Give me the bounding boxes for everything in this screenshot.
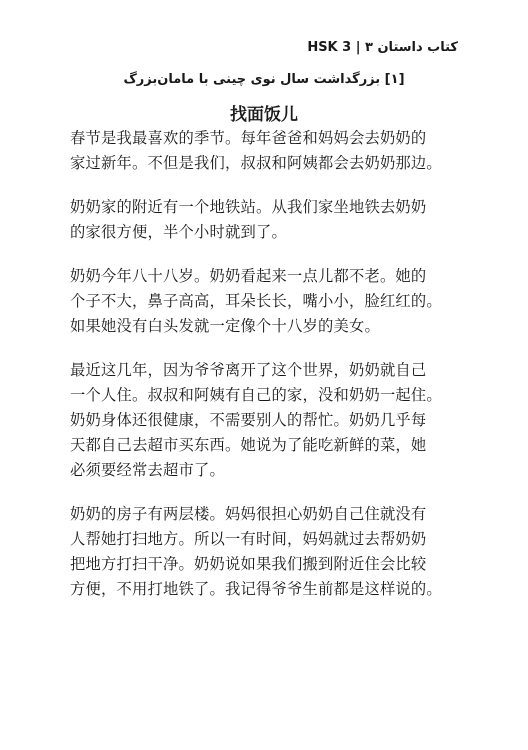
text-line: 人帮她打扫地方。所以一有时间，妈妈就过去帮奶奶 xyxy=(70,530,427,548)
paragraph xyxy=(70,126,458,176)
text-line: 一个人住。叔叔和阿姨有自己的家，没和奶奶一起住。 xyxy=(70,386,442,404)
text-line: 的家很方便，半个小时就到了。 xyxy=(70,223,287,241)
chapter-title: [۱] بزرگداشت سال نوی چینی با مامان‌بزرگ xyxy=(123,72,405,87)
text-line: 如果她没有白头发就一定像个十八岁的美女。 xyxy=(70,317,380,335)
paragraph xyxy=(70,195,458,245)
story-body xyxy=(70,126,458,621)
paragraph xyxy=(70,502,458,602)
running-header: کتاب داستان HSK 3 | ۳ xyxy=(307,40,458,55)
text-line: 把地方打扫干净。奶奶说如果我们搬到附近住会比较 xyxy=(70,555,427,573)
paragraph xyxy=(70,264,458,339)
text-line: 奶奶今年八十八岁。奶奶看起来一点儿都不老。她的 xyxy=(70,267,427,285)
text-line: 天都自己去超市买东西。她说为了能吃新鲜的菜，她 xyxy=(70,436,427,454)
paragraph xyxy=(70,358,458,483)
text-line: 个子不大，鼻子高高，耳朵长长，嘴小小，脸红红的。 xyxy=(70,292,442,310)
text-line: 奶奶家的附近有一个地铁站。从我们家坐地铁去奶奶 xyxy=(70,198,427,216)
text-line: 奶奶身体还很健康，不需要别人的帮忙。奶奶几乎每 xyxy=(70,411,427,429)
text-line: 奶奶的房子有两层楼。妈妈很担心奶奶自己住就没有 xyxy=(70,505,427,523)
text-line: 方便，不用打地铁了。我记得爷爷生前都是这样说的。 xyxy=(70,580,442,598)
text-line: 家过新年。不但是我们，叔叔和阿姨都会去奶奶那边。 xyxy=(70,154,442,172)
text-line: 春节是我最喜欢的季节。每年爸爸和妈妈会去奶奶的 xyxy=(70,129,427,147)
text-line: 必须要经常去超市了。 xyxy=(70,461,225,479)
story-title: 找面饭儿 xyxy=(230,105,298,125)
text-line: 最近这几年，因为爷爷离开了这个世界，奶奶就自己 xyxy=(70,361,427,379)
